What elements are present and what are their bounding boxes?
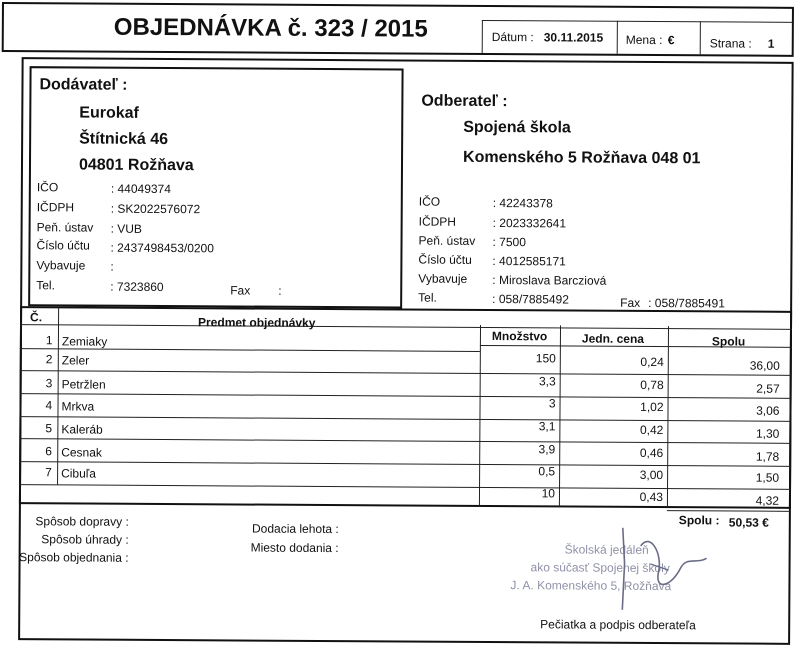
table-row-price: 3,00 bbox=[639, 467, 664, 483]
currency-value: € bbox=[667, 33, 675, 48]
supplier-field-label: Tel. bbox=[36, 278, 55, 293]
customer-field-value: : 4012585171 bbox=[492, 254, 566, 269]
supplier-field-value: : 2437498453/0200 bbox=[110, 240, 214, 256]
table-row-no: 1 bbox=[45, 333, 53, 348]
customer-field-value: : 2023332641 bbox=[492, 216, 567, 231]
customer-field-label: Vybavuje bbox=[418, 271, 468, 286]
supplier-field-label: IČO bbox=[36, 180, 59, 195]
table-row-price: 0,24 bbox=[640, 354, 664, 370]
order-method-label: Spôsob objednania : bbox=[19, 550, 129, 565]
table-row-item: Petržlen bbox=[61, 377, 106, 392]
table-row-no: 3 bbox=[45, 376, 53, 391]
customer-heading: Odberateľ : bbox=[421, 92, 508, 111]
customer-fax-value: : 058/7885491 bbox=[648, 295, 725, 311]
table-row-total: 2,57 bbox=[756, 381, 780, 396]
delivery-place-label: Miesto dodania : bbox=[250, 540, 339, 556]
currency-label: Mena : bbox=[625, 32, 663, 48]
col-header-qty: Množstvo bbox=[491, 329, 548, 344]
customer-fax-label: Fax bbox=[620, 295, 641, 310]
supplier-field-value: : 44049374 bbox=[110, 181, 171, 197]
table-row-total: 4,32 bbox=[755, 493, 779, 508]
table-row-qty: 0,5 bbox=[538, 464, 556, 479]
signature-label: Pečiatka a podpis odberateľa bbox=[540, 617, 696, 633]
table-row-qty: 3,9 bbox=[538, 442, 556, 457]
sum-value: 50,53 € bbox=[728, 515, 769, 530]
supplier-field-label: IČDPH bbox=[36, 200, 75, 215]
supplier-field-value: : bbox=[110, 259, 114, 274]
supplier-field-value: : 7323860 bbox=[110, 279, 164, 295]
table-row-item: Mrkva bbox=[61, 399, 95, 414]
table-row-total: 1,50 bbox=[755, 470, 780, 485]
table-row-total: 36,00 bbox=[749, 358, 780, 373]
col-header-price: Jedn. cena bbox=[581, 331, 645, 346]
customer-field-value: : Miroslava Barcziová bbox=[492, 273, 607, 288]
table-row-item: Zeler bbox=[61, 353, 90, 368]
supplier-heading: Dodávateľ : bbox=[39, 76, 128, 94]
table-row-qty: 150 bbox=[535, 351, 556, 366]
table-row-no: 4 bbox=[45, 398, 53, 413]
customer-field-label: Číslo účtu bbox=[418, 252, 472, 267]
sum-label: Spolu : bbox=[678, 513, 720, 528]
items-table bbox=[19, 306, 792, 509]
date-value: 30.11.2015 bbox=[543, 30, 604, 45]
header-divider bbox=[700, 21, 701, 54]
page-label: Strana : bbox=[709, 36, 752, 51]
customer-field-value: : 42243378 bbox=[492, 196, 553, 211]
supplier-city: 04801 Rožňava bbox=[78, 156, 194, 175]
transport-label: Spôsob dopravy : bbox=[35, 514, 129, 529]
table-row-no: 2 bbox=[45, 352, 53, 367]
table-row-price: 0,43 bbox=[639, 489, 664, 505]
supplier-fax-value: : bbox=[278, 283, 282, 298]
page-value: 1 bbox=[767, 36, 775, 51]
stamp-line: ako súčasť Spojenej školy bbox=[530, 560, 670, 576]
header-divider bbox=[617, 21, 618, 54]
table-row-qty: 3,1 bbox=[538, 419, 556, 434]
customer-field-label: IČO bbox=[418, 194, 441, 209]
supplier-field-value: : SK2022576072 bbox=[110, 201, 201, 217]
table-row-total: 1,78 bbox=[755, 449, 780, 464]
supplier-field-label: Číslo účtu bbox=[36, 238, 90, 253]
header-divider bbox=[482, 20, 483, 53]
table-row-item: Cesnak bbox=[61, 445, 102, 460]
table-row-price: 0,42 bbox=[639, 422, 664, 438]
customer-field-value: : 7500 bbox=[492, 235, 526, 250]
signature-mark bbox=[610, 524, 731, 615]
customer-field-label: Tel. bbox=[418, 290, 437, 305]
table-row-no: 5 bbox=[45, 421, 53, 436]
delivery-term-label: Dodacia lehota : bbox=[251, 521, 339, 537]
col-header-total: Spolu bbox=[711, 334, 746, 349]
document-title: OBJEDNÁVKA č. 323 / 2015 bbox=[113, 13, 428, 43]
table-row-no: 7 bbox=[45, 465, 52, 480]
supplier-field-label: Vybavuje bbox=[36, 258, 86, 273]
stamp-line: Školská jedáleň bbox=[564, 542, 649, 557]
col-header-no: Č. bbox=[30, 310, 43, 325]
date-label: Dátum : bbox=[491, 30, 534, 45]
supplier-field-value: : VUB bbox=[110, 221, 142, 236]
supplier-fax-label: Fax bbox=[230, 283, 251, 298]
table-row-total: 1,30 bbox=[755, 426, 780, 441]
customer-field-label: Peň. ústav bbox=[418, 233, 476, 248]
table-row-no: 6 bbox=[45, 444, 52, 459]
col-header-item: Predmet objednávky bbox=[197, 315, 316, 330]
table-row-price: 0,78 bbox=[640, 377, 664, 393]
table-row-item: Kaleráb bbox=[61, 422, 103, 437]
table-row-price: 1,02 bbox=[640, 399, 664, 415]
table-row-item: Zemiaky bbox=[61, 334, 108, 349]
table-row-qty: 3 bbox=[548, 396, 556, 411]
customer-address: Komenského 5 Rožňava 048 01 bbox=[462, 148, 701, 168]
customer-field-label: IČDPH bbox=[418, 214, 457, 229]
payment-label: Spôsob úhrady : bbox=[41, 532, 129, 547]
supplier-field-label: Peň. ústav bbox=[36, 220, 94, 235]
table-row-item: Cibuľa bbox=[61, 466, 97, 481]
stamp-line: J. A. Komenského 5, Rožňava bbox=[510, 578, 672, 594]
table-row-qty: 10 bbox=[541, 486, 556, 501]
customer-field-value: : 058/7885492 bbox=[492, 292, 569, 307]
table-row-qty: 3,3 bbox=[538, 374, 556, 389]
table-row-total: 3,06 bbox=[756, 403, 780, 418]
supplier-street: Štítnická 46 bbox=[79, 130, 169, 149]
supplier-name: Eurokaf bbox=[79, 104, 139, 122]
customer-name: Spojená škola bbox=[463, 118, 571, 137]
table-row-price: 0,46 bbox=[639, 445, 664, 461]
